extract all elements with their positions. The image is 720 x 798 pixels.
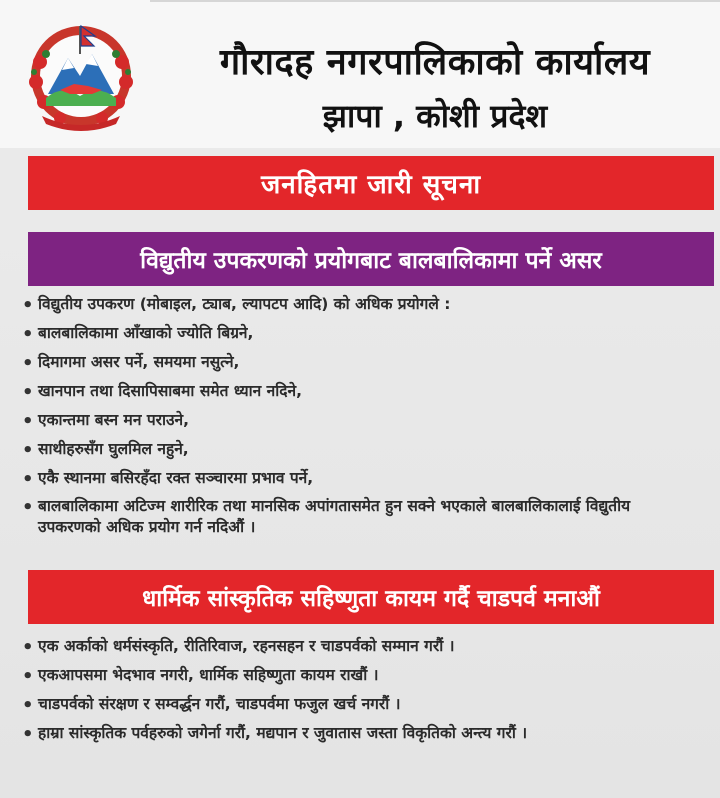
list-item: • दिमागमा असर पर्ने, समयमा नसुत्ने, bbox=[22, 352, 692, 373]
list-item: • एकान्तमा बस्न मन पराउने, bbox=[22, 410, 692, 431]
list-item: • बालबालिकामा आँखाको ज्योति बिग्रने, bbox=[22, 323, 692, 344]
list-item: • खानपान तथा दिसापिसाबमा समेत ध्यान नदिने, bbox=[22, 381, 692, 402]
list-item: • साथीहरुसँग घुलमिल नहुने, bbox=[22, 439, 692, 460]
list-item: • बालबालिकामा अटिज्म शारीरिक तथा मानसिक अपांगतासमेत हुन सक्ने भएकाले बालबालिकालाई विद्युतीय उपकरणको अधिक प्रयोग गर्न नदिऔं । bbox=[22, 496, 692, 538]
list-item: • हाम्रा सांस्कृतिक पर्वहरुको जगेर्ना गरौं, मद्यपान र जुवातास जस्ता विकृतिको अन्त्य गरौं । bbox=[22, 723, 692, 744]
list-item: • एक अर्काको धर्मसंस्कृति, रीतिरिवाज, रहनसहन र चाडपर्वको सम्मान गरौं । bbox=[22, 636, 692, 657]
section-heading-electronic-effects: विद्युतीय उपकरणको प्रयोगबाट बालबालिकामा पर्ने असर bbox=[28, 232, 714, 286]
list-item: • विद्युतीय उपकरण (मोबाइल, ट्याब, ल्यापटप आदि) को अधिक प्रयोगले : bbox=[22, 294, 692, 315]
festival-guidelines-list bbox=[22, 636, 692, 752]
list-item: • एकआपसमा भेदभाव नगरी, धार्मिक सहिष्णुता कायम राखौं । bbox=[22, 665, 692, 686]
office-subtitle: झापा , कोशी प्रदेश bbox=[322, 97, 548, 135]
header bbox=[0, 0, 720, 148]
office-title: गौरादह नगरपालिकाको कार्यालय bbox=[219, 42, 651, 83]
header-divider bbox=[150, 0, 720, 2]
nepal-government-emblem-icon bbox=[22, 14, 140, 132]
list-item: • चाडपर्वको संरक्षण र सम्वर्द्धन गरौं, चाडपर्वमा फजुल खर्च नगरौं । bbox=[22, 694, 692, 715]
notice-banner: जनहितमा जारी सूचना bbox=[28, 156, 714, 210]
electronic-effects-list bbox=[22, 294, 692, 546]
list-item: • एकै स्थानमा बसिरहँदा रक्त सञ्चारमा प्रभाव पर्ने, bbox=[22, 468, 692, 489]
section-heading-festival: धार्मिक सांस्कृतिक सहिष्णुता कायम गर्दै चाडपर्व मनाऔं bbox=[28, 570, 714, 624]
